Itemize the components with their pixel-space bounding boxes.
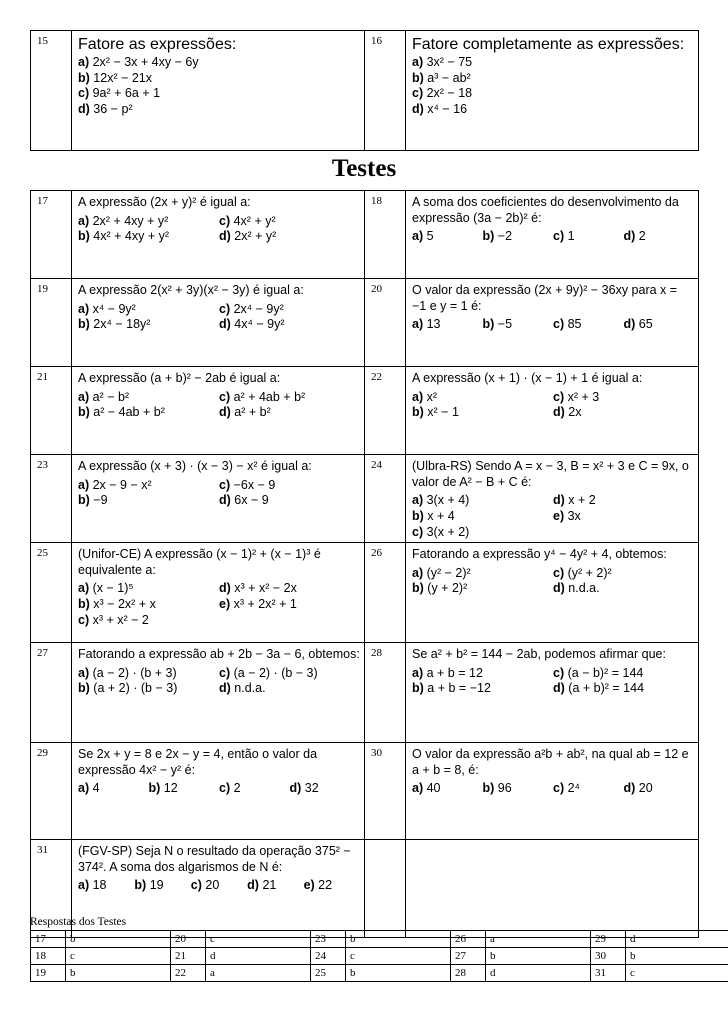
answer-letter: b <box>626 948 728 965</box>
answer-letter: b <box>486 948 591 965</box>
question-27 <box>72 643 365 743</box>
question-15 <box>72 31 365 151</box>
answer-letter: c <box>346 948 451 965</box>
answer-option: a) 40 <box>412 781 441 796</box>
answer-option: a) 13 <box>412 317 441 332</box>
question-text: Fatorando a expressão y⁴ − 4y² + 4, obtemos: <box>412 547 667 562</box>
question-number: 30 <box>365 743 406 840</box>
answer-option: c) −6x − 9 <box>219 477 276 492</box>
option-list <box>78 302 360 333</box>
answer-option: a) (y² − 2)² <box>412 565 471 580</box>
option-list <box>78 478 360 509</box>
question-number: 27 <box>31 643 72 743</box>
answer-option: d) 4x⁴ − 9y² <box>219 317 285 332</box>
answer-option: e) x³ + 2x² + 1 <box>219 597 297 611</box>
answer-option: d) n.d.a. <box>219 681 266 696</box>
answer-option: e) 3x <box>553 508 581 523</box>
question-text: A expressão 2(x² + 3y)(x² − 3y) é igual a: <box>78 283 304 297</box>
answer-letter: c <box>66 948 171 965</box>
question-number: 20 <box>365 279 406 367</box>
answer-letter: b <box>66 931 171 948</box>
question-text: (Ulbra-RS) Sendo A = x − 3, B = x² + 3 e C = 9x, o valor de A² − B + C é: <box>412 459 689 489</box>
answer-option: a) 3(x + 4) <box>412 493 470 508</box>
table-row <box>31 965 728 982</box>
question-number: 16 <box>365 31 406 151</box>
answer-option: b) 19 <box>134 878 164 893</box>
answer-option: b) −2 <box>482 229 513 244</box>
table-row <box>31 948 728 965</box>
answer-letter: a <box>206 965 311 982</box>
question-text: Fatore as expressões: <box>78 36 237 53</box>
answer-option: b) 4x² + 4xy + y² <box>78 229 170 244</box>
answer-letter: b <box>346 931 451 948</box>
answers-table <box>30 930 728 982</box>
option-list <box>78 878 360 894</box>
answer-option: b) x² − 1 <box>412 405 459 420</box>
answer-option: b) a² − 4ab + b² <box>78 405 165 420</box>
answer-number: 28 <box>451 965 486 982</box>
question-number: 26 <box>365 543 406 643</box>
answer-option: d) 2 <box>623 229 646 244</box>
question-16 <box>406 31 699 151</box>
answer-number: 29 <box>591 931 626 948</box>
question-text: A expressão (2x + y)² é igual a: <box>78 195 251 209</box>
question-text: Fatore completamente as expressões: <box>412 36 685 53</box>
question-text: A soma dos coeficientes do desenvolvimento da expressão (3a − 2b)² é: <box>412 195 679 225</box>
answer-option: a) 18 <box>78 878 107 893</box>
question-text: Fatorando a expressão ab + 2b − 3a − 6, obtemos: <box>78 647 360 662</box>
question-number: 24 <box>365 455 406 543</box>
option-list <box>412 781 694 797</box>
answer-letter: b <box>346 965 451 982</box>
answer-option: d) n.d.a. <box>553 581 600 596</box>
option-list <box>412 493 694 540</box>
question-19 <box>72 279 365 367</box>
answer-letter: d <box>206 948 311 965</box>
question-25 <box>72 543 365 643</box>
answer-option: d) 65 <box>623 317 653 332</box>
answer-number: 19 <box>31 965 66 982</box>
answer-option: c) 3(x + 2) <box>412 524 470 539</box>
answer-option: b) x + 4 <box>412 508 455 523</box>
table-row <box>31 931 728 948</box>
answer-number: 31 <box>591 965 626 982</box>
answer-option: a) 5 <box>412 229 434 244</box>
answer-option <box>219 613 360 629</box>
answer-option: c) 85 <box>553 317 582 332</box>
answer-option: d) 32 <box>289 781 319 796</box>
answer-option: c) (a − b)² = 144 <box>553 665 644 680</box>
question-26 <box>406 543 699 643</box>
question-text: A expressão (x + 1) · (x − 1) + 1 é igual a: <box>412 371 643 385</box>
question-number: 25 <box>31 543 72 643</box>
answer-option: c) (a − 2) · (b − 3) <box>219 665 318 680</box>
answer-number: 27 <box>451 948 486 965</box>
answer-number: 26 <box>451 931 486 948</box>
answer-option <box>553 525 694 541</box>
answer-option: c) 2x⁴ − 9y² <box>219 301 284 316</box>
answer-option: d) 2x² + y² <box>219 229 277 244</box>
answer-option: c) x³ + x² − 2 <box>78 612 149 627</box>
question-text: O valor da expressão (2x + 9y)² − 36xy para x = −1 e y = 1 é: <box>412 283 678 313</box>
question-number: 19 <box>31 279 72 367</box>
question-text: (Unifor-CE) A expressão (x − 1)² + (x − 1)³ é equivalente a: <box>78 547 321 577</box>
answer-option: a) x⁴ − 9y² <box>78 301 136 316</box>
option-list <box>412 317 694 333</box>
question-text: A expressão (x + 3) · (x − 3) − x² é igual a: <box>78 459 312 473</box>
option-list <box>78 781 360 797</box>
question-18 <box>406 191 699 279</box>
tests-table <box>30 190 699 938</box>
answer-letter: c <box>626 965 728 982</box>
question-number: 28 <box>365 643 406 743</box>
question-24 <box>406 455 699 543</box>
answer-option: d) x³ + x² − 2x <box>219 581 297 596</box>
answer-number: 25 <box>311 965 346 982</box>
answer-option: c) 2 <box>219 781 241 796</box>
answer-option: a) 2x² + 4xy + y² <box>78 213 169 228</box>
answer-option: d) 20 <box>623 781 653 796</box>
empty-cell <box>406 840 699 938</box>
question-number: 21 <box>31 367 72 455</box>
question-number: 18 <box>365 191 406 279</box>
question-28 <box>406 643 699 743</box>
answers-label: Respostas dos Testes <box>30 916 127 928</box>
answer-option: b) 96 <box>482 781 512 796</box>
answer-letter: d <box>626 931 728 948</box>
answer-number: 24 <box>311 948 346 965</box>
question-23 <box>72 455 365 543</box>
answer-number: 30 <box>591 948 626 965</box>
option-list <box>412 666 694 697</box>
question-number: 15 <box>31 31 72 151</box>
answer-option: a) (a − 2) · (b + 3) <box>78 665 177 680</box>
option-list <box>78 214 360 245</box>
answer-option: d) x + 2 <box>553 493 596 508</box>
answer-option: c) 4x² + y² <box>219 213 276 228</box>
answer-option: c) 20 <box>190 878 220 893</box>
question-17 <box>72 191 365 279</box>
option-list: a) 3x² − 75 b) a³ − ab² c) 2x² − 18 d) x⁴ − 16 <box>412 55 473 116</box>
question-text: O valor da expressão a²b + ab², na qual ab = 12 e a + b = 8, é: <box>412 747 689 777</box>
question-29 <box>72 743 365 840</box>
question-20 <box>406 279 699 367</box>
answer-option: b) −9 <box>78 493 108 508</box>
answer-option: b) 2x⁴ − 18y² <box>78 317 151 332</box>
empty-cell <box>365 840 406 938</box>
answer-number: 17 <box>31 931 66 948</box>
answer-option: c) x² + 3 <box>553 389 600 404</box>
answer-option: b) a + b = −12 <box>412 681 491 696</box>
question-text: Se a² + b² = 144 − 2ab, podemos afirmar que: <box>412 647 666 662</box>
option-list <box>412 229 694 245</box>
answer-number: 21 <box>171 948 206 965</box>
question-number: 31 <box>31 840 72 938</box>
question-text: (FGV-SP) Seja N o resultado da operação 375² − 374². A soma dos algarismos de N é: <box>78 844 351 874</box>
answer-option: a) x² <box>412 389 438 404</box>
question-30 <box>406 743 699 840</box>
answer-option: a) a² − b² <box>78 389 130 404</box>
option-list <box>412 566 694 597</box>
answer-option: a) a + b = 12 <box>412 665 483 680</box>
question-text: Se 2x + y = 8 e 2x − y = 4, então o valor da expressão 4x² − y² é: <box>78 747 318 777</box>
answer-option: b) 12 <box>148 781 178 796</box>
answer-option: d) (a + b)² = 144 <box>553 681 645 696</box>
answer-option: b) (y + 2)² <box>412 581 468 596</box>
option-list <box>78 390 360 421</box>
top-exercises-table <box>30 30 699 151</box>
answer-option: c) a² + 4ab + b² <box>219 389 306 404</box>
answer-number: 18 <box>31 948 66 965</box>
answer-option: b) x³ − 2x² + x <box>78 597 156 611</box>
answer-number: 20 <box>171 931 206 948</box>
answer-letter: d <box>486 965 591 982</box>
question-number: 22 <box>365 367 406 455</box>
answer-option: c) 2⁴ <box>553 781 580 796</box>
option-list <box>412 390 694 421</box>
question-21 <box>72 367 365 455</box>
question-number: 23 <box>31 455 72 543</box>
question-text: A expressão (a + b)² − 2ab é igual a: <box>78 371 281 385</box>
question-22 <box>406 367 699 455</box>
answer-option: c) (y² + 2)² <box>553 565 612 580</box>
answer-option: d) a² + b² <box>219 405 271 420</box>
answer-option: d) 21 <box>247 878 277 893</box>
answer-number: 22 <box>171 965 206 982</box>
answer-option: a) (x − 1)⁵ <box>78 581 134 596</box>
answer-option: b) −5 <box>482 317 513 332</box>
answer-option: d) 6x − 9 <box>219 493 269 508</box>
answer-option: d) 2x <box>553 405 582 420</box>
question-number: 17 <box>31 191 72 279</box>
question-number: 29 <box>31 743 72 840</box>
section-title: Testes <box>331 155 397 182</box>
answer-option: c) 1 <box>553 229 575 244</box>
answer-number: 23 <box>311 931 346 948</box>
option-list <box>78 666 360 697</box>
answer-option: e) 22 <box>303 878 333 893</box>
answer-option: a) 4 <box>78 781 100 796</box>
option-list: a) 2x² − 3x + 4xy − 6y b) 12x² − 21x c) 9a² + 6a + 1 d) 36 − p² <box>78 55 199 116</box>
answer-option: b) (a + 2) · (b − 3) <box>78 681 178 696</box>
answer-option: a) 2x − 9 − x² <box>78 477 152 492</box>
answer-letter: b <box>66 965 171 982</box>
option-list <box>78 581 360 628</box>
answer-letter: c <box>206 931 311 948</box>
answer-letter: a <box>486 931 591 948</box>
